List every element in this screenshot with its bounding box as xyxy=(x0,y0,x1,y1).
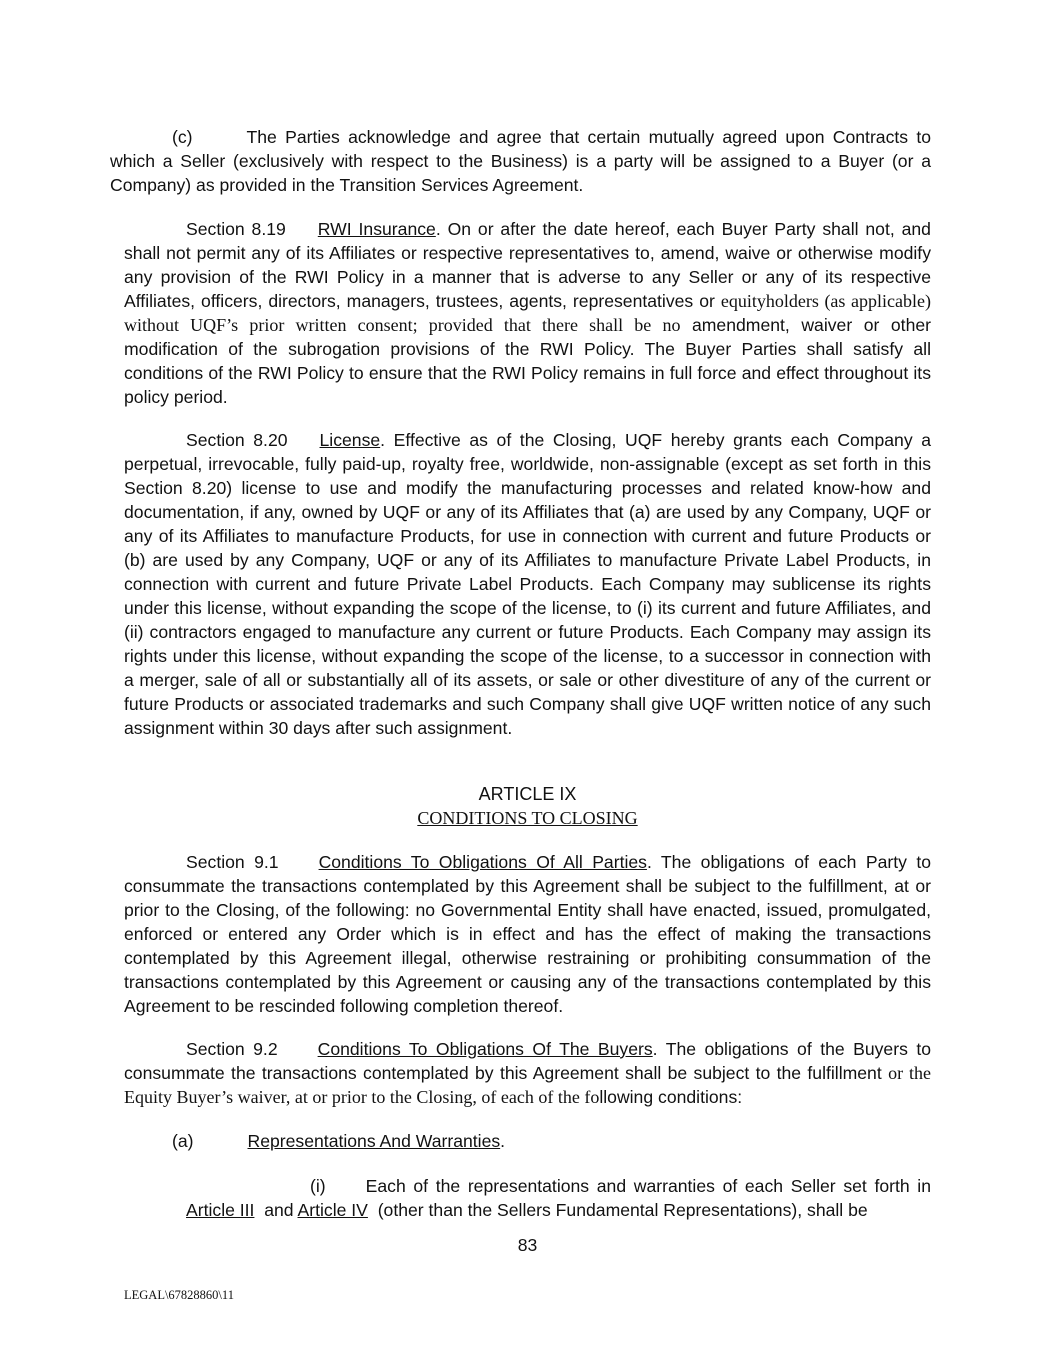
subsection-a xyxy=(172,1129,931,1153)
section-heading-rwi-insurance: RWI Insurance xyxy=(317,219,436,239)
article-title-text: CONDITIONS TO CLOSING xyxy=(417,808,638,828)
paragraph-c-text: The Parties acknowledge and agree that certain mutually agreed upon Contracts to which a Seller (exclusively with respect to the Business) is a party will be assigned to a Buyer (or a Company) as provided in the Transition Services Agreement. xyxy=(110,127,931,195)
section-text-continued: llowing conditions: xyxy=(599,1087,743,1107)
subsection-a-label: (a) xyxy=(172,1131,194,1151)
subsection-i-label: (i) xyxy=(310,1176,326,1196)
document-id-footer: LEGAL\67828860\11 xyxy=(124,1288,234,1302)
section-9-2 xyxy=(124,1037,931,1109)
paragraph-c-label: (c) xyxy=(172,127,193,147)
section-text-serif: or the Equity Buyer’s waiver, at or prior to the Closing, of each of the fo xyxy=(124,1063,931,1107)
section-text: . Effective as of the Closing, UQF hereby grants each Company a perpetual, irrevocable, fully paid-up, royalty free, worldwide, non-assignable (except as set forth in this Section 8.20) license to use and modify the manufacturing processes and related know-how and documentation, if any, owned by UQF or any of its Affiliates that (a) are used by any Company, UQF or any of its Affiliates to manufacture Products, for use in connection with current and future Products or (b) are used by any Company, UQF or any of its Affiliates to manufacture Private Label Products, in connection with current and future Private Label Products. Each Company may sublicense its rights under this license, without expanding the scope of the license, to (i) its current and future Affiliates, and (ii) contractors engaged to manufacture any current or future Products. Each Company may assign its rights under this license, without expanding the scope of the license, to a successor in connection with a merger, sale of all or substantially all of its assets, or sale or other divestiture of any of the current or future Products or associated trademarks and such Company shall give UQF written notice of any such assignment within 30 days after such assignment. xyxy=(124,430,931,738)
subsection-a-heading: Representations And Warranties xyxy=(247,1131,501,1151)
article-iv-reference[interactable]: Article IV xyxy=(297,1200,368,1220)
article-title xyxy=(0,806,1055,830)
section-8-19 xyxy=(124,217,931,409)
section-number: Section 9.2 xyxy=(186,1039,278,1059)
section-number: Section 9.1 xyxy=(186,852,279,872)
section-text: . On or after the date hereof, each Buyer Party shall not, and shall not permit any of its Affiliates or respective representatives to, amend, waive or otherwise modify any provision of the RWI Policy in a manner that is adverse to any Seller or any of its respective Affiliates, officers, directors, managers, trustees, agents, representatives or xyxy=(124,219,931,311)
section-number: Section 8.19 xyxy=(186,219,286,239)
section-text: . The obligations of the Buyers to consummate the transactions contemplated by this Agreement shall be subject to the fulfillment xyxy=(124,1039,932,1083)
section-heading-conditions-buyers: Conditions To Obligations Of The Buyers xyxy=(317,1039,653,1059)
subsection-i-and: and xyxy=(264,1200,294,1220)
section-heading-conditions-all-parties: Conditions To Obligations Of All Parties xyxy=(318,852,647,872)
section-number: Section 8.20 xyxy=(186,430,288,450)
article-number: ARTICLE IX xyxy=(478,784,577,804)
subsection-a-period: . xyxy=(500,1131,506,1151)
page-number: 83 xyxy=(517,1235,538,1255)
subsection-i-text-continued: (other than the Sellers Fundamental Representations), shall be xyxy=(377,1200,868,1220)
subsection-i-text: Each of the representations and warranties of each Seller set forth in xyxy=(365,1176,931,1196)
section-text: . The obligations of each Party to consummate the transactions contemplated by this Agreement shall be subject to the fulfillment, at or prior to the Closing, of the following: no Governmental Entity shall have enacted, issued, promulgated, enforced or entered any Order which is in effect and has the effect of making the transactions contemplated by this Agreement illegal, otherwise restraining or prohibiting consummation of the transactions contemplated by this Agreement or causing any of the transactions contemplated by this Agreement to be rescinded following completion thereof. xyxy=(124,852,931,1016)
paragraph-c xyxy=(110,125,931,197)
section-8-20 xyxy=(124,428,931,740)
section-9-1 xyxy=(124,850,931,1018)
section-heading-license: License xyxy=(319,430,381,450)
section-text-continued: amendment, waiver or other modification of the subrogation provisions of the RWI Policy. The Buyer Parties shall satisfy all conditions of the RWI Policy to ensure that the RWI Policy remains in full force and effect throughout its policy period. xyxy=(124,315,931,407)
subsection-i xyxy=(186,1174,931,1222)
article-iii-reference[interactable]: Article III xyxy=(186,1200,255,1220)
section-text-serif: equityholders (as applicable) without UQF’s prior written consent; provided that there shall be no xyxy=(124,291,931,335)
